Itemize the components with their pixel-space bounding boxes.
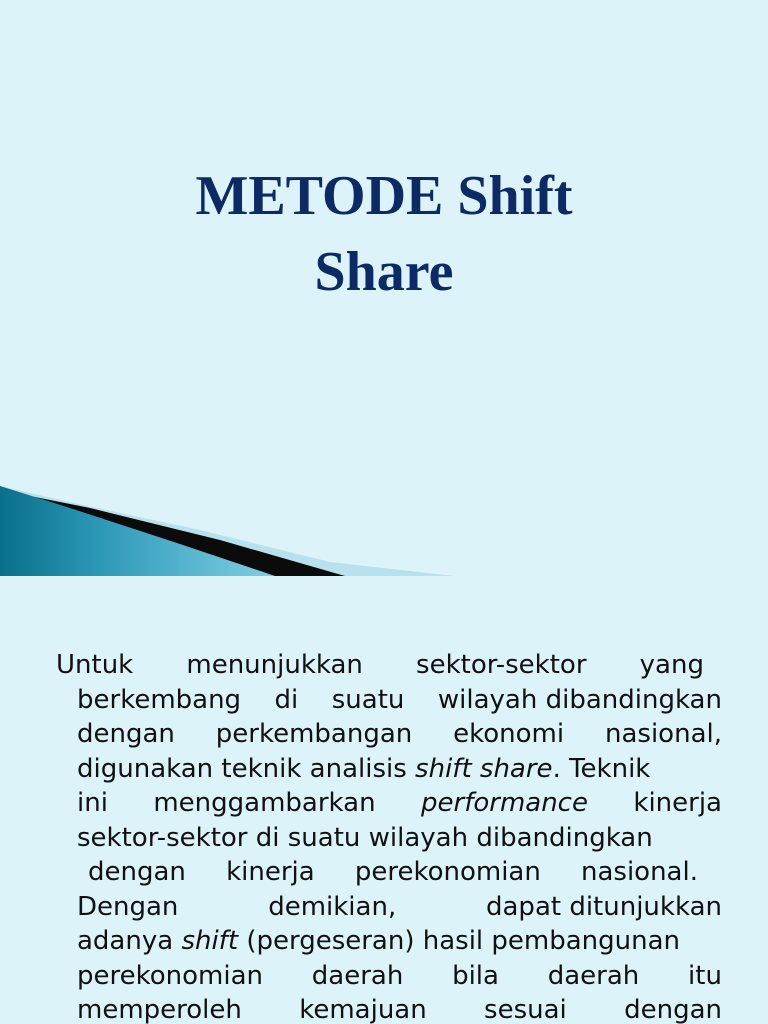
- word: wilayah dibandingkan: [437, 684, 722, 715]
- word: bila: [452, 960, 499, 991]
- word: kinerja: [226, 857, 315, 887]
- word: kinerja: [633, 788, 722, 818]
- word: digunakan teknik analisis: [77, 753, 407, 784]
- italic-term: performance: [421, 788, 588, 818]
- word: ini: [77, 788, 108, 818]
- word: menggambarkan: [153, 788, 376, 818]
- word: dapat ditunjukkan: [486, 891, 722, 922]
- body-line: [56, 855, 722, 890]
- word: sektor-sektor di suatu wilayah dibandingkan: [77, 822, 653, 853]
- body-line: [56, 717, 722, 752]
- word: Untuk: [56, 650, 134, 680]
- decorative-swoosh: [0, 480, 768, 580]
- word: berkembang: [77, 684, 242, 715]
- word: perekonomian: [77, 960, 263, 991]
- slide-title: [0, 158, 768, 310]
- body-line: [56, 959, 722, 994]
- word: daerah: [547, 960, 640, 991]
- body-line: [56, 683, 722, 718]
- word: di: [274, 684, 299, 715]
- body-line: [56, 648, 722, 683]
- word: adanya: [77, 926, 174, 956]
- word: nasional,: [605, 719, 722, 749]
- word: Dengan: [77, 891, 179, 922]
- title-line-2: Share: [314, 241, 454, 303]
- word: yang: [639, 650, 704, 680]
- body-line: [56, 890, 722, 925]
- word: nasional.: [580, 857, 698, 887]
- word: (pergeseran) hasil pembangunan: [246, 926, 681, 956]
- word: ekonomi: [453, 719, 565, 749]
- body-line: [56, 993, 722, 1024]
- word: memperoleh: [77, 995, 242, 1024]
- body-line: [56, 924, 722, 959]
- word: perekonomian: [354, 857, 541, 887]
- word: menunjukkan: [186, 650, 363, 680]
- title-line-1: METODE Shift: [195, 165, 573, 227]
- word: sektor-sektor: [416, 650, 587, 680]
- word: daerah: [311, 960, 404, 991]
- word: sesuai: [484, 995, 567, 1024]
- word: dengan: [624, 995, 722, 1024]
- word: [77, 924, 680, 959]
- body-paragraph: [56, 648, 722, 1024]
- word: [77, 752, 650, 787]
- body-line: [56, 752, 722, 787]
- word: kemajuan: [299, 995, 427, 1024]
- word: demikian,: [268, 891, 397, 922]
- word: perkembangan: [215, 719, 413, 749]
- swoosh-teal-band: [0, 486, 275, 576]
- italic-term: shift share: [415, 753, 553, 784]
- word: . Teknik: [552, 753, 651, 784]
- italic-term: shift: [181, 926, 239, 956]
- body-line: [56, 821, 722, 856]
- word: itu: [688, 960, 722, 991]
- body-line: [56, 786, 722, 821]
- word: suatu: [331, 684, 405, 715]
- word: dengan: [77, 719, 175, 749]
- word: dengan: [88, 857, 186, 887]
